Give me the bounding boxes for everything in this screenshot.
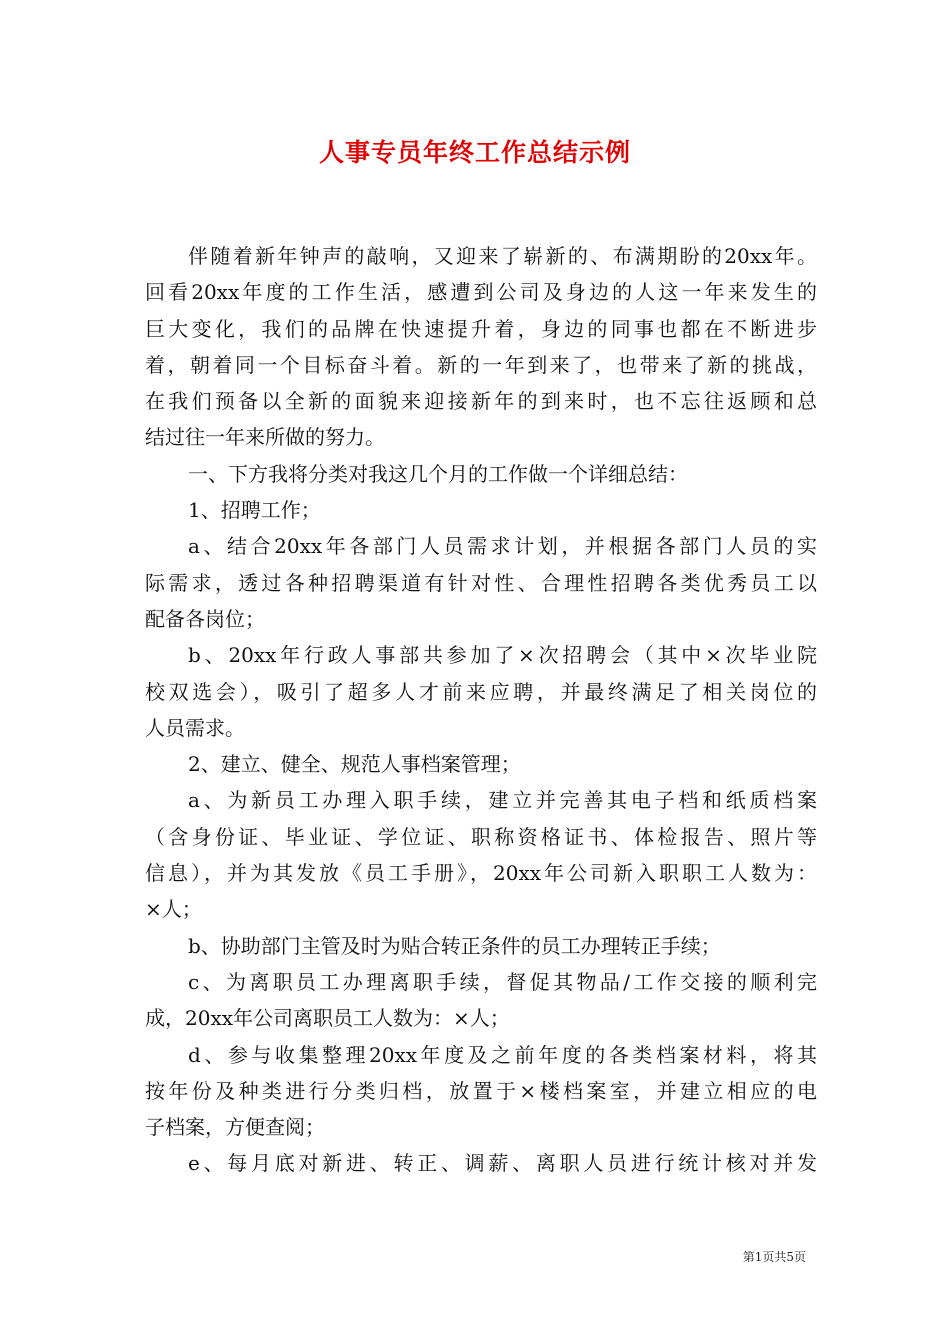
paragraph-line: d、参与收集整理20xx年度及之前年度的各类档案材料，将其 — [188, 1042, 817, 1067]
paragraph-line: 2、建立、健全、规范人事档案管理； — [188, 752, 521, 777]
paragraph-line: 配备各岗位； — [145, 606, 265, 631]
paragraph-line: c、为离职员工办理离职手续，督促其物品/工作交接的顺利完 — [188, 969, 817, 994]
paragraph-line: e、每月底对新进、转正、调薪、离职人员进行统计核对并发 — [188, 1151, 817, 1176]
paragraph-line: 结过往一年来所做的努力。 — [145, 425, 385, 450]
paragraph-line: 1、招聘工作； — [188, 498, 321, 523]
paragraph-line: 回看20xx年度的工作生活，感遭到公司及身边的人这一年来发生的 — [145, 280, 817, 305]
paragraph-line: 人员需求。 — [145, 715, 245, 740]
paragraph-line: a、结合20xx年各部门人员需求计划，并根据各部门人员的实 — [188, 534, 817, 559]
paragraph-line: 着，朝着同一个目标奋斗着。新的一年到来了，也带来了新的挑战， — [145, 352, 817, 377]
paragraph-line: 校双选会），吸引了超多人才前来应聘，并最终满足了相关岗位的 — [145, 679, 817, 704]
page-number-footer: 第1页共5页 — [742, 1250, 806, 1264]
document-body — [145, 238, 817, 1182]
document-title: 人事专员年终工作总结示例 — [318, 138, 631, 167]
paragraph-line: 伴随着新年钟声的敲响，又迎来了崭新的、布满期盼的20xx年。 — [188, 244, 817, 268]
paragraph-line: b、协助部门主管及时为贴合转正条件的员工办理转正手续； — [188, 933, 721, 958]
paragraph-line: 际需求，透过各种招聘渠道有针对性、合理性招聘各类优秀员工以 — [145, 570, 817, 595]
paragraph-line: 信息），并为其发放《员工手册》，20xx年公司新入职职工人数为： — [145, 861, 817, 886]
paragraph-line: 一、下方我将分类对我这几个月的工作做一个详细总结： — [188, 461, 688, 486]
paragraph-line: 子档案，方便查阅； — [145, 1115, 325, 1140]
paragraph-line: 成，20xx年公司离职员工人数为：×人； — [145, 1006, 510, 1031]
paragraph-line: 在我们预备以全新的面貌来迎接新年的到来时，也不忘往返顾和总 — [145, 389, 817, 414]
paragraph-line: 巨大变化，我们的品牌在快速提升着，身边的同事也都在不断进步 — [145, 316, 817, 341]
paragraph-line: （含身份证、毕业证、学位证、职称资格证书、体检报告、照片等 — [145, 824, 817, 849]
paragraph-line: ×人； — [145, 897, 202, 922]
paragraph-line: 按年份及种类进行分类归档，放置于×楼档案室，并建立相应的电 — [145, 1078, 817, 1103]
paragraph-line: b、20xx年行政人事部共参加了×次招聘会（其中×次毕业院 — [188, 643, 817, 668]
paragraph-line: a、为新员工办理入职手续，建立并完善其电子档和纸质档案 — [188, 788, 817, 813]
